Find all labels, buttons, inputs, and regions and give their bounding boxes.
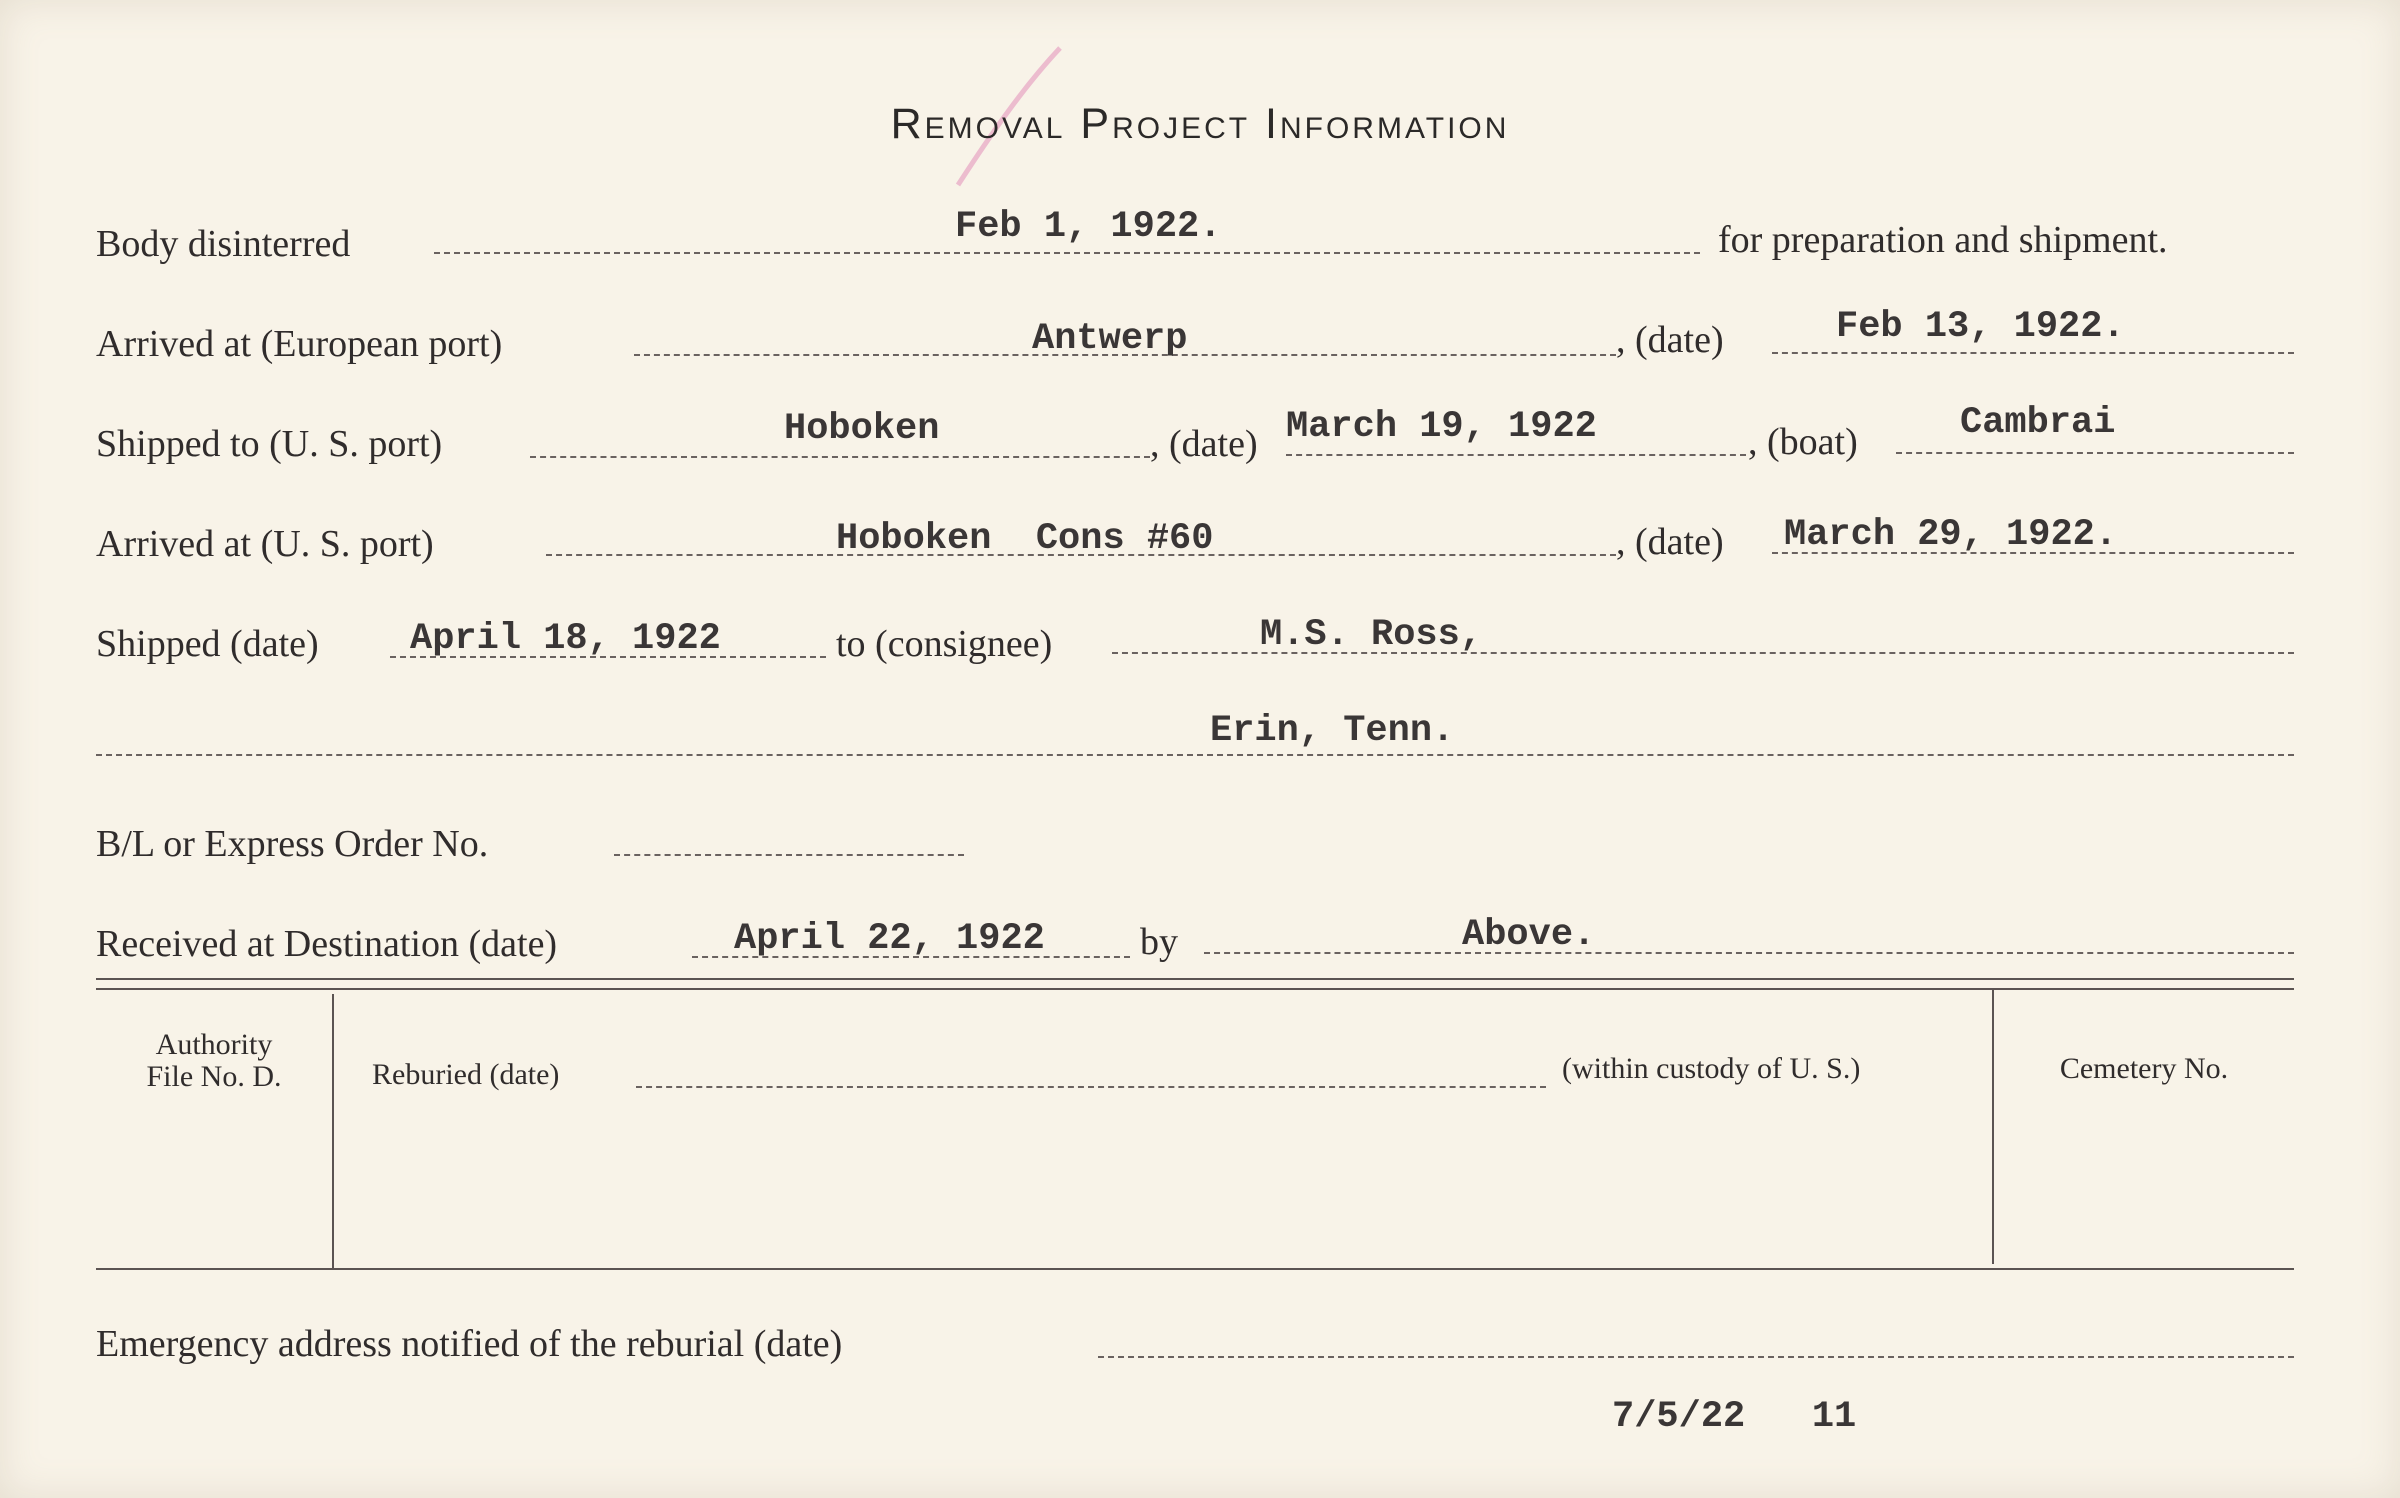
shipped-us-port-line: [530, 456, 1150, 458]
form-title: Removal Project Information: [890, 100, 1510, 148]
footer-note: 7/5/22 11: [1612, 1396, 1857, 1438]
emergency-address-line: [1098, 1356, 2294, 1358]
emergency-address-label: Emergency address notified of the reburial (date): [96, 1323, 843, 1365]
shipped-us-port-value: Hoboken: [784, 408, 940, 450]
authority-label-line1: Authority: [155, 1028, 273, 1061]
shipped-date-value: April 18, 1922: [410, 618, 721, 660]
consignee-value: M.S. Ross,: [1260, 614, 1483, 656]
arrived-european-date-label: , (date): [1616, 319, 1724, 361]
consignee-address-value: Erin, Tenn.: [1210, 710, 1455, 752]
arrived-european-port-label: Arrived at (European port): [96, 323, 503, 365]
table-top-rule-2: [96, 988, 2294, 990]
arrived-us-date-value: March 29, 1922.: [1784, 514, 2118, 556]
shipped-boat-value: Cambrai: [1960, 402, 2116, 444]
received-by-label: by: [1140, 921, 1178, 963]
shipped-us-date-label: , (date): [1150, 423, 1258, 465]
received-by-line: [1204, 952, 2294, 954]
body-disinterred-value: Feb 1, 1922.: [955, 206, 1222, 248]
shipped-us-port-label: Shipped to (U. S. port): [96, 423, 443, 465]
arrived-european-port-value: Antwerp: [1032, 318, 1188, 360]
consignee-label: to (consignee): [836, 623, 1053, 665]
consignee-address-line: [96, 754, 2294, 756]
received-destination-label: Received at Destination (date): [96, 923, 558, 965]
body-disinterred-line: [434, 252, 1700, 254]
arrived-european-date-line: [1772, 352, 2294, 354]
custody-label: (within custody of U. S.): [1562, 1052, 1861, 1085]
table-bottom-rule: [96, 1268, 2294, 1270]
cemetery-number-label: Cemetery No.: [2059, 1052, 2229, 1085]
table-divider-right: [1992, 988, 1994, 1264]
bl-express-order-label: B/L or Express Order No.: [96, 823, 489, 865]
table-divider-left: [332, 994, 334, 1268]
table-top-rule-1: [96, 978, 2294, 980]
arrived-european-date-value: Feb 13, 1922.: [1836, 306, 2125, 348]
body-disinterred-label: Body disinterred: [96, 223, 351, 265]
reburied-date-label: Reburied (date): [372, 1058, 560, 1091]
preparation-shipment-label: for preparation and shipment.: [1718, 219, 2168, 261]
arrived-us-port-label: Arrived at (U. S. port): [96, 523, 434, 565]
received-date-value: April 22, 1922: [734, 918, 1045, 960]
shipped-us-date-line: [1286, 454, 1746, 456]
received-by-value: Above.: [1462, 914, 1596, 956]
arrived-us-port-value: Hoboken Cons #60: [836, 518, 1214, 560]
authority-label-line2: File No. D.: [146, 1060, 282, 1093]
arrived-us-date-label: , (date): [1616, 521, 1724, 563]
reburied-date-line: [636, 1086, 1546, 1088]
shipped-boat-line: [1896, 452, 2294, 454]
shipped-boat-label: , (boat): [1748, 421, 1858, 463]
shipped-date-label: Shipped (date): [96, 623, 319, 665]
bl-express-order-line: [614, 854, 964, 856]
shipped-us-date-value: March 19, 1922: [1286, 406, 1597, 448]
